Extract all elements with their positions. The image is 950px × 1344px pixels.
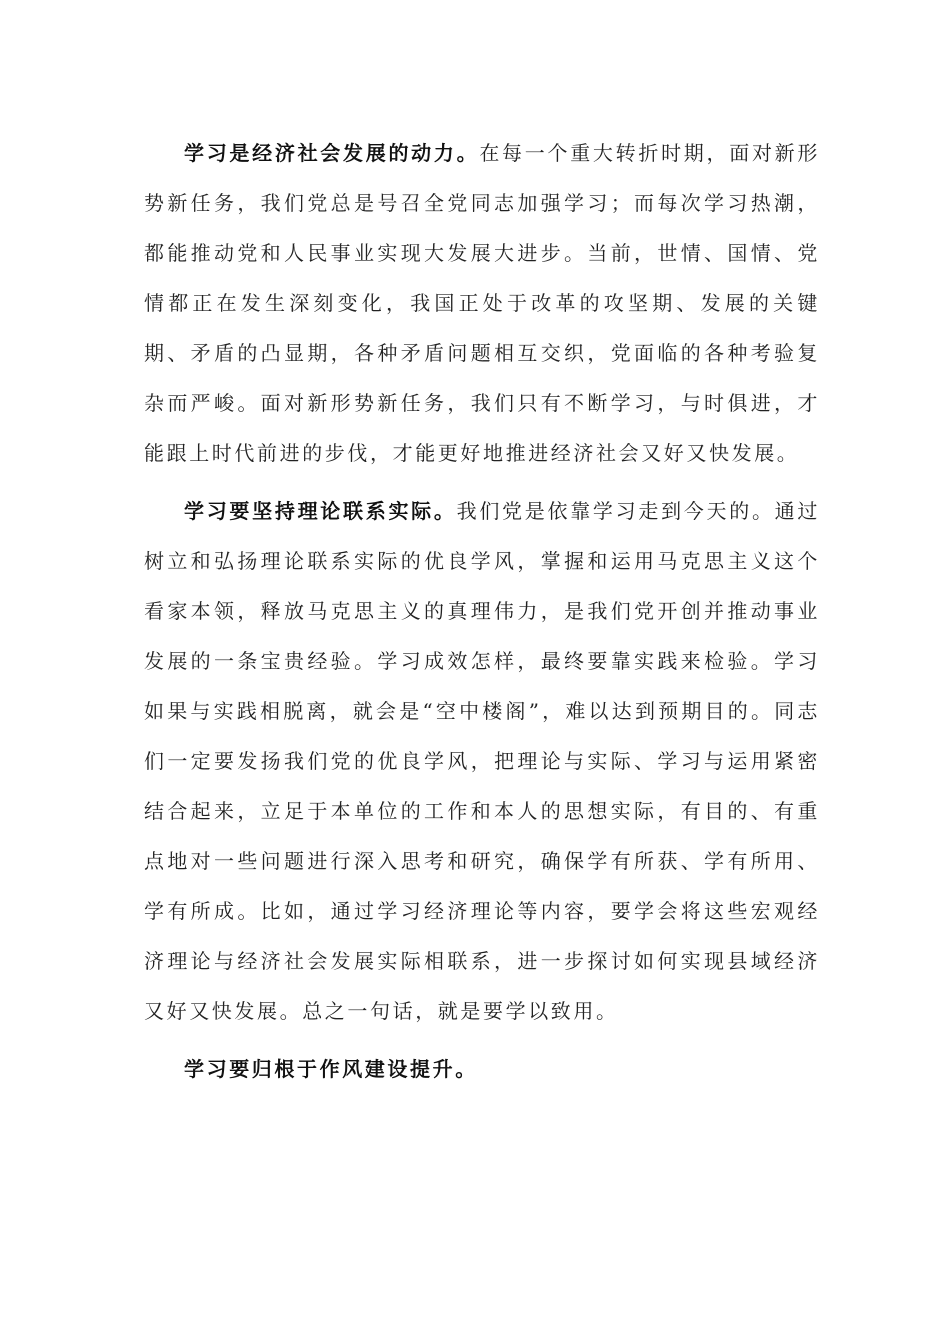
paragraph-text: 我们党是依靠学习走到今天的。通过树立和弘扬理论联系实际的优良学风，掌握和运用马克思主义这个看家本领，释放马克思主义的真理伟力，是我们党开创并推动事业发展的一条宝贵经验。学习成效怎样，最终要靠实践来检验。学习如果与实践相脱离，就会是“空中楼阁”，难以达到预期目的。同志们一定要发扬我们党的优良学风，把理论与实际、学习与运用紧密结合起来，立足于本单位的工作和本人的思想实际，有目的、有重点地对一些问题进行深入思考和研究，确保学有所获、学有所用、学有所成。比如，通过学习经济理论等内容，要学会将这些宏观经济理论与经济社会发展实际相联系，进一步探讨如何实现县域经济又好又快发展。总之一句话，就是要学以致用。	[144, 499, 820, 1023]
paragraph-learning-driving-force	[144, 128, 820, 478]
paragraph-text: 在每一个重大转折时期，面对新形势新任务，我们党总是号召全党同志加强学习；而每次学习热潮，都能推动党和人民事业实现大发展大进步。当前，世情、国情、党情都正在发生深刻变化，我国正处于改革的攻坚期、发展的关键期、矛盾的凸显期，各种矛盾问题相互交织，党面临的各种考验复杂而严峻。面对新形势新任务，我们只有不断学习，与时俱进，才能跟上时代前进的步伐，才能更好地推进经济社会又好又快发展。	[144, 141, 820, 465]
paragraph-heading: 学习要归根于作风建设提升。	[184, 1057, 478, 1081]
document-body	[144, 128, 820, 1094]
paragraph-work-style	[144, 1044, 820, 1094]
paragraph-theory-practice	[144, 486, 820, 1036]
paragraph-heading: 学习要坚持理论联系实际。	[184, 499, 457, 523]
paragraph-heading: 学习是经济社会发展的动力。	[184, 141, 480, 165]
